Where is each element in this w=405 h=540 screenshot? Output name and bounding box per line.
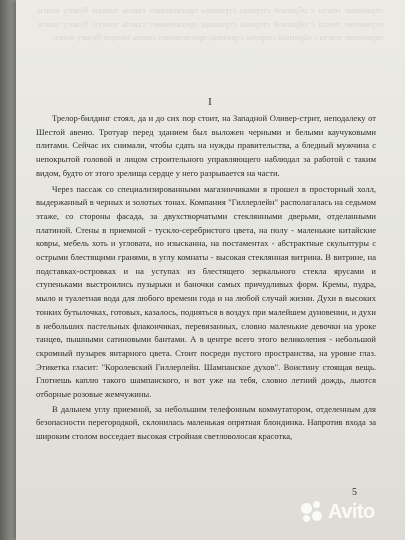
page-number: 5 bbox=[352, 487, 357, 498]
paragraph: Трелор-билдинг стоял, да и до сих пор стоит, на Западной Оливер-стрит, неподалеку от Шестой авеню. Тротуар перед зданием был выложен черными и белыми каучуковыми плитами. Сейчас их снимали, чтобы сдать на нужды правительства, а бледный мужчина с непокрытой головой и лицом строительного управляющего наблюдал за работой с таким видом, будто от этого зрелища сердце у него разрывается на части. bbox=[36, 113, 376, 178]
book-page bbox=[16, 0, 405, 540]
chapter-text bbox=[36, 112, 376, 444]
bleed-through-text: отражение текста с обратной стороны страницы просвечивает сквозь тонкую бумагу книги отражение текста с обратной стороны страницы просвечивает сквозь тонкую бумагу книги отражение текста с обратной стороны страницы просвечивает сквозь тонкую бумагу книги bbox=[38, 5, 383, 42]
paragraph: Через пассаж со специализированными магазинчиками я прошел в просторный холл, выдержанный в черных и золотых тонах. Компания "Гиллерлейн" располагалась на седьмом этаже, со стороны фасада, за двухстворчатыми стеклянными дверьми, отделанными платиной. Стены в приемной - тускло-серебристого цвета, на полу - маленькие китайские ковры, мебель хоть и угловата, но изысканна, на постаментах - абстрактные скульптуры с острыми блестящими гранями, в углу комнаты - высокая стеклянная витрина. В витрине, на подставках-островках и на уступах из блестящего зеркального стекла ярусами и ступеньками выстроились пузырьки и баночки самых причудливых форм. Кремы, пудра, мыло и туалетная вода для любого времени года и на любой случай жизни. Духи в высоких тонких бутылочках, готовых, казалось, подняться в воздух при малейшем дуновении, и духи в небольших пастельных флакончиках, перевязанных, словно маленькие девочки на уроке танцев, пышными сатиновыми бантами. А в центре всего этого великолепия - небольшой скромный пузырек янтарного цвета. Стоит посреди пустого пространства, на уровне глаз. Этикетка гласит: "Королевский Гиллерлейн. Шампанское духов". Воистину стоящая вещь. Глотнешь каплю такого шампанского, и вот уже на тебя, словно летний дождь, льются отборные розовые жемчужины. bbox=[36, 183, 376, 400]
paragraph: В дальнем углу приемной, за небольшим телефонным коммутатором, отделенным для безопасности перегородкой, склонилась маленькая опрятная блондинка. Напротив входа за широким столом восседает высокая стройная светловолосая красотка, bbox=[36, 403, 376, 442]
chapter-number: I bbox=[208, 96, 213, 108]
avito-watermark bbox=[300, 500, 375, 524]
avito-wordmark: Avito bbox=[328, 500, 375, 523]
avito-logo-icon bbox=[300, 500, 324, 524]
